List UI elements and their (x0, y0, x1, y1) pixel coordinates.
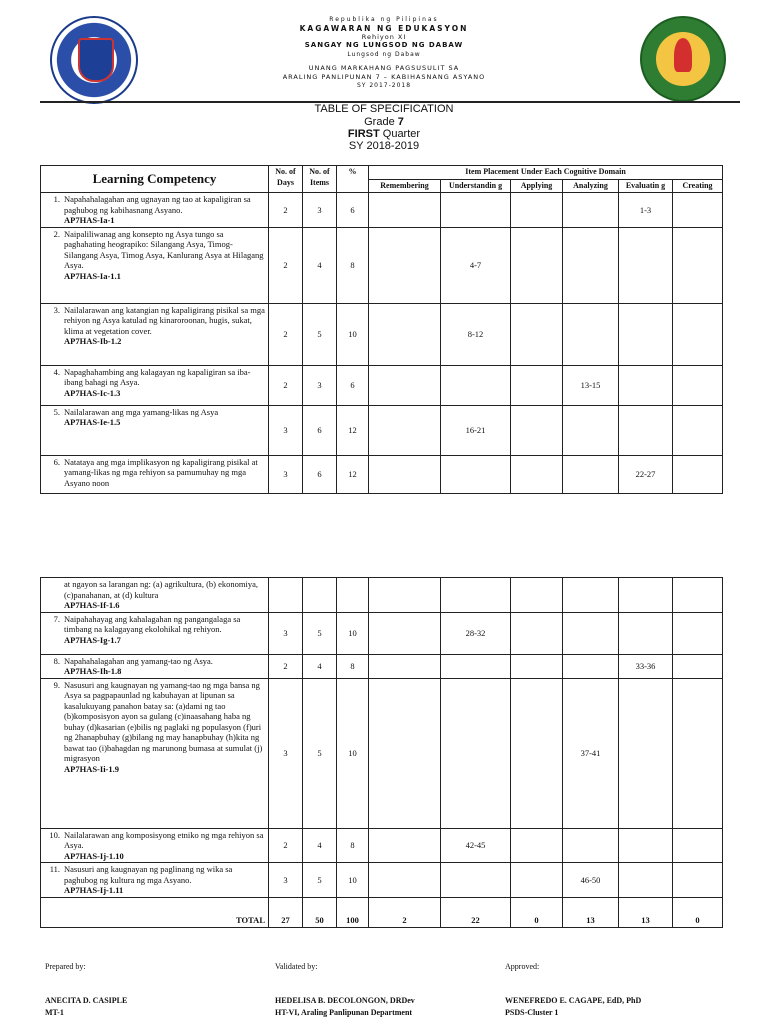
competency-code: AP7HAS-Ij-1.11 (64, 885, 124, 895)
remembering-cell (369, 612, 441, 654)
total-label: TOTAL (41, 897, 269, 927)
tos-table-part2 (40, 577, 723, 928)
items-cell: 6 (303, 405, 337, 455)
grade-line (0, 116, 768, 129)
applying-cell (511, 654, 563, 678)
applying-cell (511, 863, 563, 898)
competency-cell (41, 654, 269, 678)
understanding-cell: 42-45 (441, 828, 511, 863)
header-remembering: Remembering (369, 179, 441, 193)
days-cell: 2 (269, 654, 303, 678)
applying-cell (511, 612, 563, 654)
understanding-cell (441, 365, 511, 405)
header-items: No. of Items (303, 166, 337, 193)
total-creating: 0 (673, 897, 723, 927)
creating-cell (673, 612, 723, 654)
total-items: 50 (303, 897, 337, 927)
competency-code: AP7HAS-Ig-1.7 (64, 634, 121, 645)
competency-code: AP7HAS-Ia-1.1 (64, 270, 121, 281)
evaluating-cell (619, 405, 673, 455)
quarter-word: Quarter (382, 128, 421, 140)
items-cell: 5 (303, 612, 337, 654)
analyzing-cell (563, 193, 619, 228)
competency-row (41, 828, 723, 863)
remembering-cell (369, 303, 441, 365)
competency-code: AP7HAS-Ie-1.5 (64, 417, 121, 427)
applying-cell (511, 193, 563, 228)
header-sy: SY 2017-2018 (356, 82, 412, 89)
competency-number: 3. (53, 304, 60, 315)
competency-text: at ngayon sa larangan ng: (a) agrikultura, (b) ekonomiya, (c)panahanan, at (d) kultura (64, 579, 259, 600)
total-row (41, 897, 723, 927)
percent-cell: 6 (337, 365, 369, 405)
days-cell: 3 (269, 678, 303, 828)
remembering-cell (369, 654, 441, 678)
evaluating-cell (619, 863, 673, 898)
competency-cell (41, 303, 269, 365)
understanding-cell: 28-32 (441, 612, 511, 654)
header-region: Rehiyon XI (361, 33, 407, 41)
creating-cell (673, 455, 723, 493)
creating-cell (673, 863, 723, 898)
applying-cell (511, 227, 563, 303)
competency-text: Nasusuri ang kaugnayan ng yamang-tao ng mga bansa ng Asya sa pagpapaunlad ng kabuhayan at lipunan sa kasalukuyang panahon batay sa: (a)dami ng tao (b)komposisyon ayon sa gulang (c)inaasahang haba ng buhay (d)kasarian (e)bilis ng paglaki ng populasyon (f)uri ng 2hanapbuhay (g)bilang ng may hanapbuhay (h)kita ng bawat tao (i)bahagdan ng marunong bumasa at sumulat (j) migrasyon (64, 679, 263, 763)
quarter-line (0, 128, 768, 141)
applying-cell (511, 303, 563, 365)
competency-cell (41, 193, 269, 228)
remembering-cell (369, 863, 441, 898)
percent-cell: 10 (337, 303, 369, 365)
competency-cell (41, 612, 269, 654)
competency-number: 2. (53, 228, 60, 239)
competency-code: AP7HAS-Ih-1.8 (64, 666, 122, 676)
prepared-name: ANECITA D. CASIPLE (45, 996, 128, 1005)
evaluating-cell: 1-3 (619, 193, 673, 228)
competency-row (41, 654, 723, 678)
total-understanding: 22 (441, 897, 511, 927)
creating-cell (673, 828, 723, 863)
evaluating-cell (619, 828, 673, 863)
remembering-cell (369, 365, 441, 405)
competency-text: Napahahalagahan ang ugnayan ng tao at kapaligiran sa paghubog ng kabihasnang Asyano. (64, 194, 251, 215)
items-cell: 6 (303, 455, 337, 493)
days-cell: 3 (269, 863, 303, 898)
competency-cell (41, 863, 269, 898)
header-creating: Creating (673, 179, 723, 193)
applying-cell (511, 365, 563, 405)
competency-text: Nailalarawan ang komposisyong etniko ng mga rehiyon sa Asya. (64, 829, 264, 850)
days-cell: 2 (269, 828, 303, 863)
days-cell: 2 (269, 365, 303, 405)
days-cell: 2 (269, 303, 303, 365)
remembering-cell (369, 227, 441, 303)
approved-name: WENEFREDO E. CAGAPE, EdD, PhD (505, 996, 642, 1005)
percent-cell: 6 (337, 193, 369, 228)
competency-number: 5. (53, 406, 60, 417)
percent-cell: 10 (337, 863, 369, 898)
competency-code: AP7HAS-Ib-1.2 (64, 336, 122, 346)
doc-title: TABLE OF SPECIFICATION (314, 103, 454, 115)
analyzing-cell (563, 303, 619, 365)
competency-row (41, 303, 723, 365)
analyzing-cell (563, 828, 619, 863)
total-applying: 0 (511, 897, 563, 927)
remembering-cell (369, 578, 441, 613)
grade-value: 7 (397, 116, 404, 128)
competency-cell (41, 405, 269, 455)
header-item-placement: Item Placement Under Each Cognitive Domain (369, 166, 723, 180)
applying-cell (511, 405, 563, 455)
percent-cell: 10 (337, 612, 369, 654)
competency-number: 8. (53, 655, 60, 666)
competency-number: 11. (49, 864, 60, 874)
analyzing-cell (563, 455, 619, 493)
evaluating-cell: 22-27 (619, 455, 673, 493)
competency-number: 4. (53, 366, 60, 377)
total-days: 27 (269, 897, 303, 927)
competency-cell (41, 227, 269, 303)
competency-row (41, 578, 723, 613)
competency-cell (41, 455, 269, 493)
percent-cell: 8 (337, 227, 369, 303)
percent-cell: 12 (337, 455, 369, 493)
analyzing-cell (563, 405, 619, 455)
grade-label: Grade (364, 116, 395, 128)
competency-number: 6. (53, 456, 60, 467)
header-subject: ARALING PANLIPUNAN 7 – KABIHASNANG ASYANO (282, 73, 486, 81)
competency-text: Naipaliliwanag ang konsepto ng Asya tungo sa paghahating heograpiko: Silangang Asya, Timog-Silangang Asya, Timog Asya, Kanlurang Asya at Hilagang Asya. (64, 228, 264, 270)
analyzing-cell: 37-41 (563, 678, 619, 828)
evaluating-cell (619, 227, 673, 303)
competency-text: Nasusuri ang kaugnayan ng paglinang ng wika sa paghubog ng kultura ng mga Asyano. (64, 864, 233, 885)
evaluating-cell (619, 612, 673, 654)
days-cell: 2 (269, 193, 303, 228)
analyzing-cell (563, 654, 619, 678)
validated-title: HT-VI, Araling Panlipunan Department (275, 1008, 413, 1017)
remembering-cell (369, 678, 441, 828)
approved-title: PSDS-Cluster 1 (505, 1008, 559, 1017)
competency-code: AP7HAS-Ii-1.9 (64, 763, 120, 774)
prepared-label: Prepared by: (45, 962, 86, 971)
competency-cell (41, 828, 269, 863)
percent-cell: 12 (337, 405, 369, 455)
days-cell (269, 578, 303, 613)
approved-label: Approved: (505, 962, 540, 971)
remembering-cell (369, 455, 441, 493)
understanding-cell (441, 578, 511, 613)
competency-text: Naipahahayag ang kahalagahan ng pangangalaga sa timbang na kalagayang ekolohikal ng rehiyon. (64, 613, 241, 634)
quarter-first: FIRST (347, 128, 380, 140)
items-cell (303, 578, 337, 613)
items-cell: 5 (303, 678, 337, 828)
remembering-cell (369, 193, 441, 228)
items-cell: 4 (303, 654, 337, 678)
creating-cell (673, 193, 723, 228)
school-year: SY 2018-2019 (348, 140, 420, 152)
header-applying: Applying (511, 179, 563, 193)
days-cell: 3 (269, 405, 303, 455)
understanding-cell: 16-21 (441, 405, 511, 455)
items-cell: 4 (303, 828, 337, 863)
evaluating-cell (619, 578, 673, 613)
competency-cell (41, 365, 269, 405)
understanding-cell: 8-12 (441, 303, 511, 365)
competency-code: AP7HAS-Ia-1 (64, 215, 115, 225)
items-cell: 3 (303, 365, 337, 405)
competency-row (41, 405, 723, 455)
total-percent: 100 (337, 897, 369, 927)
understanding-cell (441, 678, 511, 828)
items-cell: 3 (303, 193, 337, 228)
remembering-cell (369, 405, 441, 455)
remembering-cell (369, 828, 441, 863)
understanding-cell: 4-7 (441, 227, 511, 303)
competency-row (41, 455, 723, 493)
competency-number (44, 579, 64, 611)
percent-cell: 10 (337, 678, 369, 828)
creating-cell (673, 365, 723, 405)
analyzing-cell (563, 578, 619, 613)
applying-cell (511, 455, 563, 493)
validated-name: HEDELISA B. DECOLONGON, DRDev (275, 996, 415, 1005)
competency-row (41, 863, 723, 898)
total-analyzing: 13 (563, 897, 619, 927)
creating-cell (673, 405, 723, 455)
header-division: SANGAY NG LUNGSOD NG DABAW (304, 41, 464, 49)
days-cell: 3 (269, 455, 303, 493)
header-exam: UNANG MARKAHANG PAGSUSULIT SA (308, 64, 460, 72)
total-remembering: 2 (369, 897, 441, 927)
analyzing-cell: 13-15 (563, 365, 619, 405)
header-learning-competency: Learning Competency (41, 166, 269, 193)
header-understanding: Understandin g (441, 179, 511, 193)
header-department: KAGAWARAN NG EDUKASYON (299, 24, 469, 33)
competency-text: Nailalarawan ang katangian ng kapaligirang pisikal sa mga rehiyon ng Asya katulad ng kinaroroonan, hugis, sukat, klima at vegetation cover. (64, 304, 265, 336)
analyzing-cell (563, 227, 619, 303)
competency-cell (41, 578, 269, 613)
days-cell: 2 (269, 227, 303, 303)
competency-code: AP7HAS-Ij-1.10 (64, 850, 124, 861)
competency-text: Natataya ang mga implikasyon ng kapaligirang pisikal at yamang-likas ng mga rehiyon sa pamumuhay ng mga Asyano noon (64, 456, 258, 488)
header-republic: Republika ng Pilipinas (329, 16, 439, 23)
creating-cell (673, 654, 723, 678)
applying-cell (511, 678, 563, 828)
items-cell: 5 (303, 303, 337, 365)
items-cell: 4 (303, 227, 337, 303)
creating-cell (673, 678, 723, 828)
items-cell: 5 (303, 863, 337, 898)
creating-cell (673, 578, 723, 613)
percent-cell (337, 578, 369, 613)
competency-row (41, 227, 723, 303)
validated-label: Validated by: (275, 962, 318, 971)
header-analyzing: Analyzing (563, 179, 619, 193)
understanding-cell (441, 455, 511, 493)
tos-table-part1 (40, 165, 723, 494)
percent-cell: 8 (337, 654, 369, 678)
prepared-title: MT-1 (45, 1008, 64, 1017)
evaluating-cell: 33-36 (619, 654, 673, 678)
competency-text: Napaghahambing ang kalagayan ng kapaligiran sa iba-ibang bahagi ng Asya. (64, 366, 251, 387)
competency-text: Napahahalagahan ang yamang-tao ng Asya. (64, 655, 213, 666)
percent-cell: 8 (337, 828, 369, 863)
understanding-cell (441, 193, 511, 228)
competency-number: 9. (53, 679, 60, 690)
header-evaluating: Evaluatin g (619, 179, 673, 193)
applying-cell (511, 828, 563, 863)
competency-code: AP7HAS-Ic-1.3 (64, 387, 121, 398)
total-evaluating: 13 (619, 897, 673, 927)
competency-row (41, 678, 723, 828)
evaluating-cell (619, 365, 673, 405)
analyzing-cell: 46-50 (563, 863, 619, 898)
analyzing-cell (563, 612, 619, 654)
understanding-cell (441, 654, 511, 678)
competency-row (41, 193, 723, 228)
header-city: Lungsod ng Dabaw (347, 51, 421, 58)
competency-row (41, 612, 723, 654)
competency-text: Nailalarawan ang mga yamang-likas ng Asya (64, 406, 219, 417)
competency-number: 10. (49, 829, 60, 840)
header-percent: % (337, 166, 369, 193)
creating-cell (673, 227, 723, 303)
competency-code: AP7HAS-If-1.6 (64, 600, 120, 610)
competency-cell (41, 678, 269, 828)
evaluating-cell (619, 678, 673, 828)
creating-cell (673, 303, 723, 365)
evaluating-cell (619, 303, 673, 365)
competency-number: 7. (53, 613, 60, 624)
competency-number: 1. (53, 194, 60, 204)
applying-cell (511, 578, 563, 613)
days-cell: 3 (269, 612, 303, 654)
competency-row (41, 365, 723, 405)
understanding-cell (441, 863, 511, 898)
header-days: No. of Days (269, 166, 303, 193)
